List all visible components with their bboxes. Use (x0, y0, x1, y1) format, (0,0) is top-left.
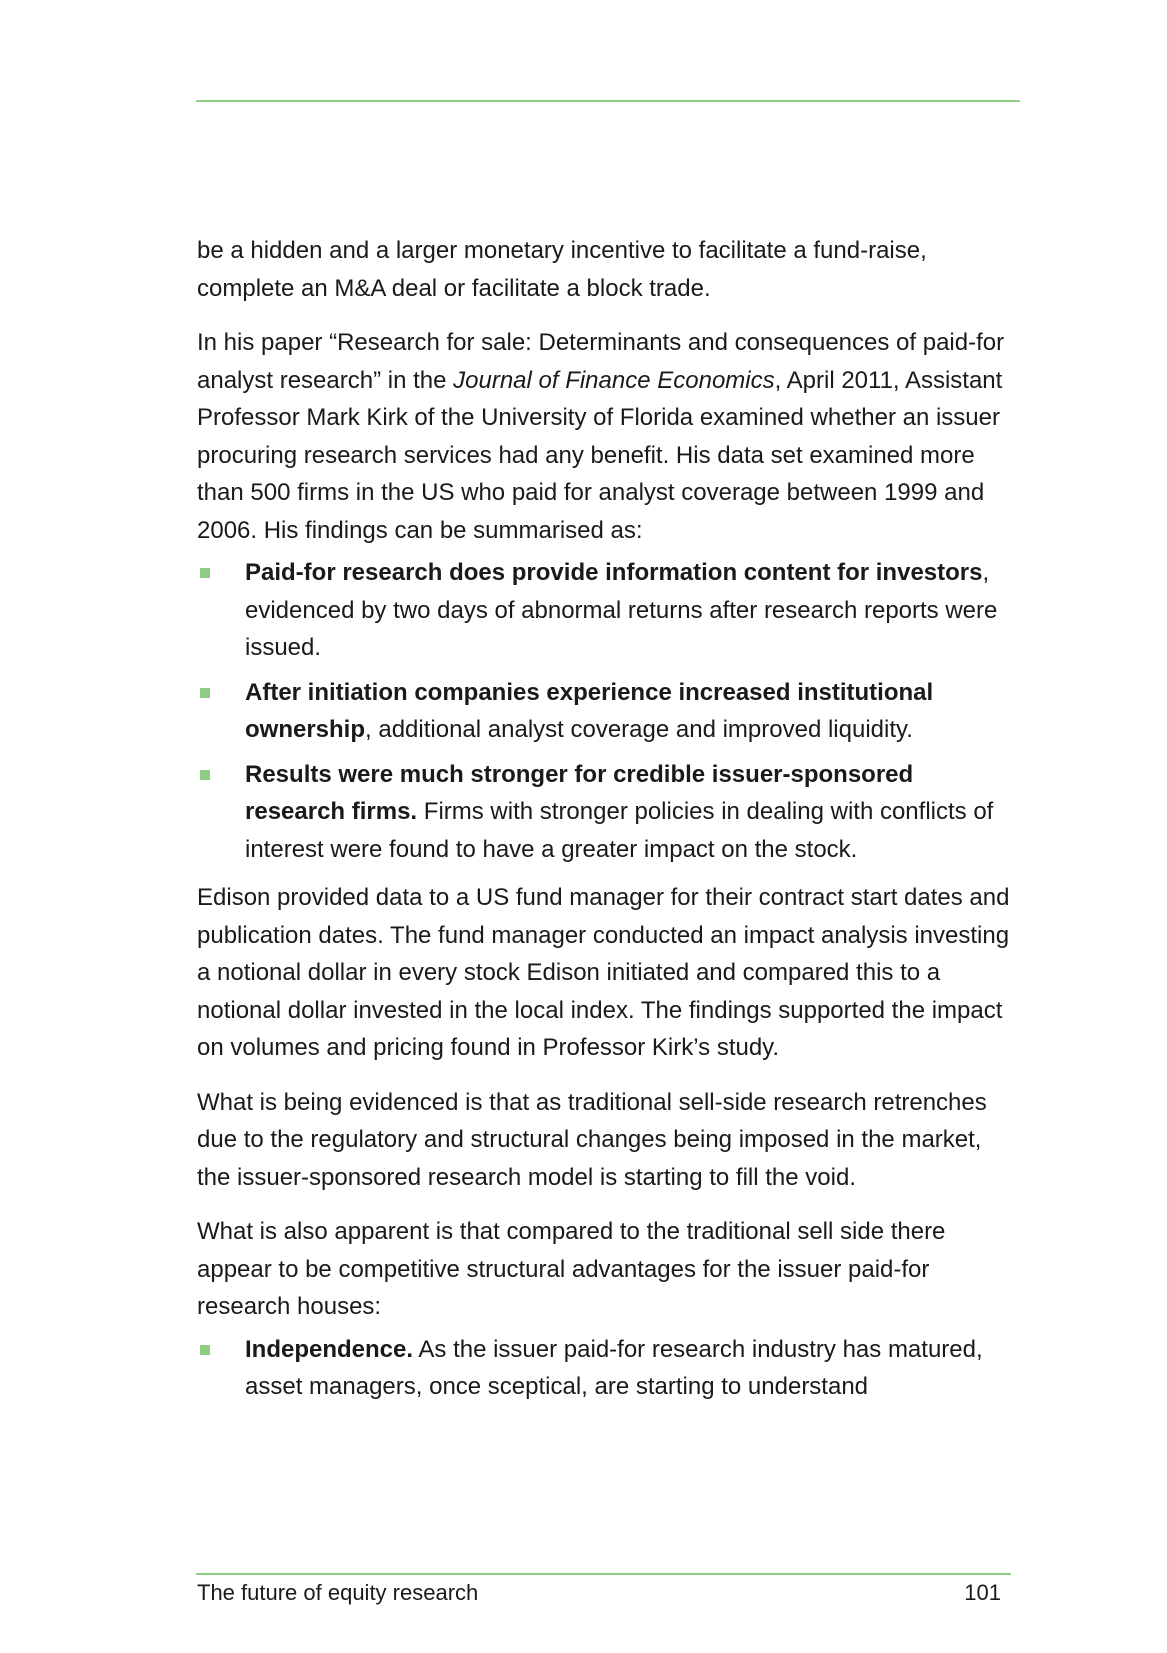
advantage-heading: Independence. (245, 1335, 414, 1363)
paragraph-kirk-paper-pre: In his paper “Research for sale: Determinants and consequences of paid-for analyst research” in the (197, 329, 1005, 394)
findings-list (197, 554, 1017, 868)
finding-heading: Results were much stronger for credible issuer-sponsored research firms. (245, 760, 914, 825)
paragraph-advantages-intro: What is also apparent is that compared to the traditional sell side there appear to be competitive structural advantages for the issuer paid-for research houses: (197, 1218, 946, 1320)
journal-title: Journal of Finance Economics (453, 366, 775, 394)
finding-text: Firms with stronger policies in dealing with conflicts of interest were found to have a greater impact on the stock. (245, 798, 994, 863)
page-body (197, 232, 1017, 1417)
advantages-list (197, 1331, 1017, 1406)
paragraph-kirk-paper-post: , April 2011, Assistant Professor Mark Kirk of the University of Florida examined whether an issuer procuring research services had any benefit. His data set examined more than 500 firms in the US who paid for analyst coverage between 1999 and 2006. His findings can be summarised as: (197, 366, 1003, 544)
square-bullet-icon (200, 688, 210, 698)
square-bullet-icon (200, 1345, 210, 1355)
paragraph-evidence: What is being evidenced is that as traditional sell-side research retrenches due to the regulatory and structural changes being imposed in the market, the issuer-sponsored research model is starting to fill the void. (197, 1088, 987, 1191)
finding-text: , evidenced by two days of abnormal returns after research reports were issued. (245, 559, 998, 661)
finding-text: , additional analyst coverage and improved liquidity. (365, 716, 913, 743)
square-bullet-icon (200, 568, 210, 578)
list-item (197, 756, 1017, 869)
footer-rule (196, 1573, 1011, 1575)
list-item (197, 674, 1017, 749)
finding-heading: Paid-for research does provide information content for investors (245, 559, 983, 586)
footer-title: The future of equity research (197, 1580, 479, 1605)
list-item (197, 1331, 1017, 1406)
paragraph-intro: be a hidden and a larger monetary incentive to facilitate a fund-raise, complete an M&A deal or facilitate a block trade. (197, 237, 927, 302)
square-bullet-icon (200, 770, 210, 780)
paragraph-kirk-paper (197, 324, 1017, 549)
list-item (197, 554, 1017, 667)
finding-heading: After initiation companies experience increased institutional ownership (245, 678, 934, 743)
page-number: 101 (964, 1580, 1001, 1605)
header-rule (196, 100, 1020, 102)
paragraph-edison-data: Edison provided data to a US fund manager for their contract start dates and publication dates. The fund manager conducted an impact analysis investing a notional dollar in every stock Edison initiated and compared this to a notional dollar invested in the local index. The findings supported the impact on volumes and pricing found in Professor Kirk’s study. (197, 884, 1010, 1061)
advantage-text: As the issuer paid-for research industry has matured, asset managers, once sceptical, are starting to understand (245, 1335, 983, 1400)
